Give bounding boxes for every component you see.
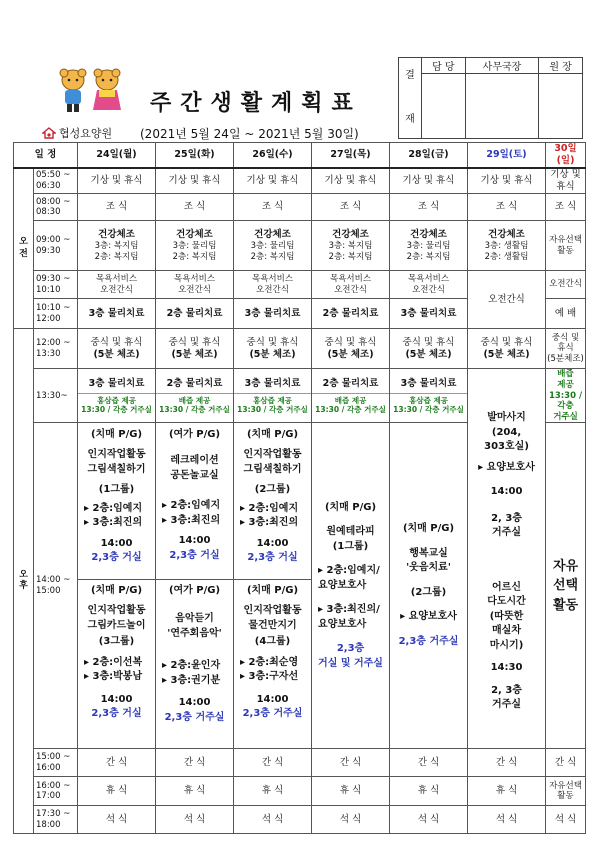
lunch-cell-sun: 중식 및 휴식 (5분체조): [546, 329, 586, 369]
lunch-cell: 중식 및 휴식 (5분 체조): [468, 329, 546, 369]
wake-cell: 기상 및 휴식: [234, 168, 312, 194]
bath-snack-cell: 목욕서비스 오전간식: [312, 271, 390, 299]
physio-cell: 3층 물리치료: [78, 299, 156, 329]
page-title: 주간생활계획표: [150, 91, 362, 116]
approval-box: [398, 57, 583, 139]
day-header: 28일(금): [390, 143, 468, 168]
dinner-cell: 석 식: [234, 806, 312, 834]
day-header-sat: 29일(토): [468, 143, 546, 168]
physio-juice-cell: 2층 물리치료 배즙 제공 13:30 / 각층 거주실: [156, 369, 234, 423]
juice-cell-sun: 배즙 제공 13:30 / 각층 거주실: [546, 369, 586, 423]
schedule-table: [13, 142, 586, 834]
snack-cell: 간 식: [156, 749, 234, 777]
col-header-schedule: 일 정: [14, 143, 78, 168]
wake-cell-sun: 기상 및 휴식: [546, 168, 586, 194]
org-name: 협성요양원: [59, 127, 113, 140]
time-cell: 09:00 ~ 09:30: [34, 221, 78, 271]
signature-box[interactable]: [422, 74, 466, 139]
exercise-cell: 건강체조 3층: 생활팀 2층: 생활팀: [468, 221, 546, 271]
physio-juice-cell: 3층 물리치료 홍삼즙 제공 13:30 / 각층 거주실: [234, 369, 312, 423]
exercise-cell: 건강체조 3층: 물리팀 2층: 복지팀: [390, 221, 468, 271]
rest-cell: 휴 식: [156, 777, 234, 806]
organization: [42, 125, 112, 141]
program-cell-sat: 발마사지 (204, 303호실) ▸ 요양보호사 14:00 2, 3층 거주실 어르신 다도시간 (따뜻한 매실차 마시기) 14:30 2, 3층 거주실: [468, 369, 546, 749]
lunch-cell: 중식 및 휴식 (5분 체조): [78, 329, 156, 369]
day-header-sun: 30일(일): [546, 143, 586, 168]
approval-side-label: 결 재: [399, 58, 422, 139]
wake-cell: 기상 및 휴식: [78, 168, 156, 194]
rest-cell-sun: 자유선택 활동: [546, 777, 586, 806]
snack-cell: 간 식: [78, 749, 156, 777]
approval-role: 담 당: [422, 58, 466, 74]
free-activity-cell-sun: 자유 선택 활동: [546, 423, 586, 749]
wake-cell: 기상 및 휴식: [468, 168, 546, 194]
snack-cell: 간 식: [390, 749, 468, 777]
day-header: 26일(수): [234, 143, 312, 168]
dinner-cell: 석 식: [156, 806, 234, 834]
time-cell: 12:00 ~ 13:30: [34, 329, 78, 369]
program-cell-tue: (여가 P/G) 레크레이션 공돈놀교실 ▸ 2층:임예지 ▸ 3층:최진의 14:00 2,3층 거실 (여가 P/G) 음악듣기 '연주회음악' ▸ 2층:윤인자 ▸ 3층:권기분 14:00 2,3층 거주실: [156, 423, 234, 749]
day-header: 24일(월): [78, 143, 156, 168]
worship-cell: 예 배: [546, 299, 586, 329]
snack-cell-sat: 오전간식: [468, 271, 546, 329]
signature-box[interactable]: [465, 74, 539, 139]
physio-juice-cell: 3층 물리치료 홍삼즙 제공 13:30 / 각층 거주실: [390, 369, 468, 423]
breakfast-cell: 조 식: [390, 194, 468, 221]
dinner-cell: 석 식: [468, 806, 546, 834]
free-activity-cell: 자유선택 활동: [546, 221, 586, 271]
lunch-cell: 중식 및 휴식 (5분 체조): [156, 329, 234, 369]
program-cell-mon: (치매 P/G) 인지작업활동 그림색칠하기 (1그룹) ▸ 2층:임예지 ▸ 3층:최진의 14:00 2,3층 거실 (치매 P/G) 인지작업활동 그림카드놀이 (3그룹) ▸ 2층:이선복 ▸ 3층:박봉남 14:00 2,3층 거실: [78, 423, 156, 749]
breakfast-cell: 조 식: [234, 194, 312, 221]
time-cell: 13:30~: [34, 369, 78, 423]
signature-box[interactable]: [539, 74, 583, 139]
time-cell: 05:50 ~ 06:30: [34, 168, 78, 194]
bath-snack-cell: 목욕서비스 오전간식: [156, 271, 234, 299]
period-am: 오 전: [14, 168, 34, 329]
breakfast-cell: 조 식: [546, 194, 586, 221]
rest-cell: 휴 식: [468, 777, 546, 806]
physio-cell: 3층 물리치료: [234, 299, 312, 329]
dinner-cell: 석 식: [390, 806, 468, 834]
time-cell: 15:00 ~ 16:00: [34, 749, 78, 777]
physio-juice-cell: 2층 물리치료 배즙 제공 13:30 / 각층 거주실: [312, 369, 390, 423]
approval-role: 원 장: [539, 58, 583, 74]
rest-cell: 휴 식: [390, 777, 468, 806]
time-cell: 09:30 ~ 10:10: [34, 271, 78, 299]
wake-cell: 기상 및 휴식: [390, 168, 468, 194]
wake-cell: 기상 및 휴식: [312, 168, 390, 194]
approval-role: 사무국장: [465, 58, 539, 74]
snack-cell: 간 식: [546, 749, 586, 777]
exercise-cell: 건강체조 3층: 물리팀 2층: 복지팀: [234, 221, 312, 271]
mascot-illustration: [55, 68, 127, 116]
breakfast-cell: 조 식: [78, 194, 156, 221]
physio-cell: 3층 물리치료: [390, 299, 468, 329]
date-range: (2021년 5월 24일 ~ 2021년 5월 30일): [140, 127, 359, 141]
period-pm: 오 후: [14, 329, 34, 834]
bath-snack-cell: 목욕서비스 오전간식: [78, 271, 156, 299]
rest-cell: 휴 식: [78, 777, 156, 806]
bath-snack-cell: 목욕서비스 오전간식: [390, 271, 468, 299]
day-header: 25일(화): [156, 143, 234, 168]
rest-cell: 휴 식: [234, 777, 312, 806]
time-cell: 10:10 ~ 12:00: [34, 299, 78, 329]
time-cell: 08:00 ~ 08:30: [34, 194, 78, 221]
exercise-cell: 건강체조 3층: 복지팀 2층: 복지팀: [78, 221, 156, 271]
day-header: 27일(목): [312, 143, 390, 168]
dinner-cell: 석 식: [546, 806, 586, 834]
physio-cell: 2층 물리치료: [312, 299, 390, 329]
exercise-cell: 건강체조 3층: 복지팀 2층: 복지팀: [312, 221, 390, 271]
lunch-cell: 중식 및 휴식 (5분 체조): [234, 329, 312, 369]
org-logo-icon: [42, 127, 56, 139]
program-cell-thu: (치매 P/G) 원예테라피 (1그룹) ▸ 2층:임예지/ 요양보호사 ▸ 3층:최진의/ 요양보호사 2,3층 거실 및 거주실: [312, 423, 390, 749]
lunch-cell: 중식 및 휴식 (5분 체조): [390, 329, 468, 369]
time-cell: 14:00 ~ 15:00: [34, 423, 78, 749]
lunch-cell: 중식 및 휴식 (5분 체조): [312, 329, 390, 369]
rest-cell: 휴 식: [312, 777, 390, 806]
breakfast-cell: 조 식: [156, 194, 234, 221]
bath-snack-cell: 목욕서비스 오전간식: [234, 271, 312, 299]
snack-cell: 간 식: [234, 749, 312, 777]
dinner-cell: 석 식: [312, 806, 390, 834]
breakfast-cell: 조 식: [468, 194, 546, 221]
wake-cell: 기상 및 휴식: [156, 168, 234, 194]
dinner-cell: 석 식: [78, 806, 156, 834]
snack-cell-sun: 오전간식: [546, 271, 586, 299]
snack-cell: 간 식: [312, 749, 390, 777]
physio-cell: 2층 물리치료: [156, 299, 234, 329]
program-cell-wed: (치매 P/G) 인지작업활동 그림색칠하기 (2그룹) ▸ 2층:임예지 ▸ 3층:최진의 14:00 2,3층 거실 (치매 P/G) 인지작업활동 물건만지기 (4그룹) ▸ 2층:최순영 ▸ 3층:구자선 14:00 2,3층 거주실: [234, 423, 312, 749]
time-cell: 16:00 ~ 17:00: [34, 777, 78, 806]
exercise-cell: 건강체조 3층: 물리팀 2층: 복지팀: [156, 221, 234, 271]
program-cell-fri: (치매 P/G) 행복교실 '웃음치료' (2그룹) ▸ 요양보호사 2,3층 거주실: [390, 423, 468, 749]
time-cell: 17:30 ~ 18:00: [34, 806, 78, 834]
snack-cell: 간 식: [468, 749, 546, 777]
breakfast-cell: 조 식: [312, 194, 390, 221]
physio-juice-cell: 3층 물리치료 홍삼즙 제공 13:30 / 각층 거주실: [78, 369, 156, 423]
